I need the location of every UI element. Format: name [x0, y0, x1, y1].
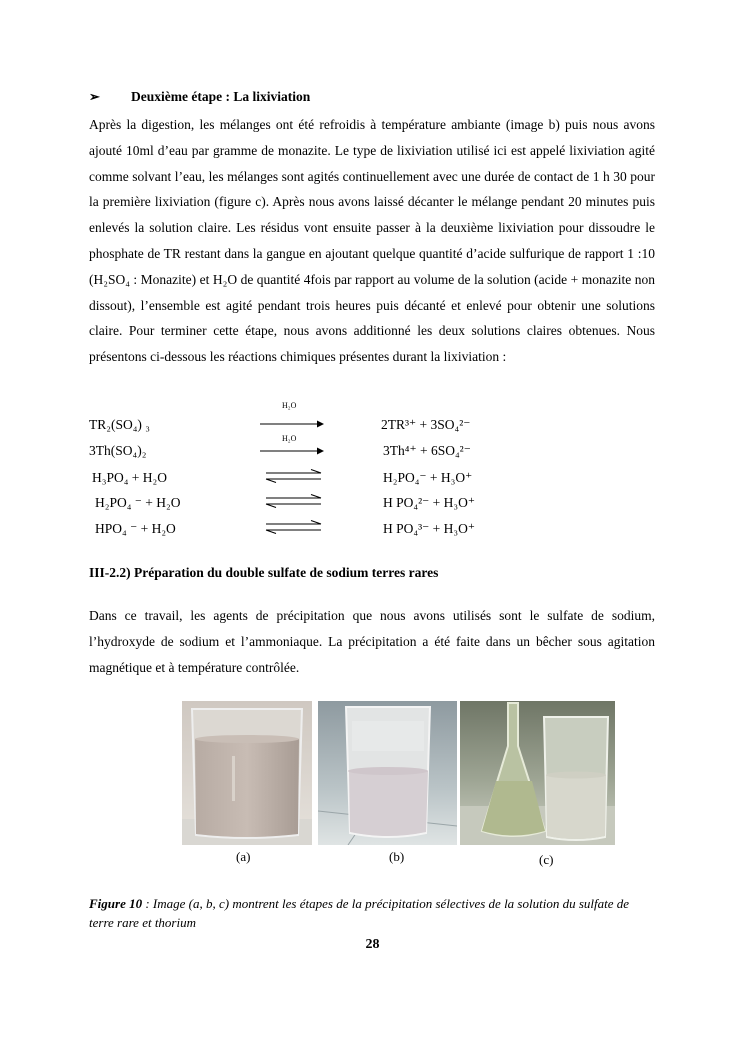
bullet-arrow-icon: ➢ — [89, 89, 100, 104]
section-title: III-2.2) Préparation du double sulfate de sodium terres rares — [89, 565, 439, 580]
precipitation-text: Dans ce travail, les agents de précipitation que nous avons utilisés sont le sulfate de sodium, l’hydroxyde de sodium et l’ammoniaque. La précipitation a été faite dans un bêcher sous agitation magnétique et à température contrôlée. — [89, 608, 655, 675]
lixiviation-paragraph — [89, 112, 655, 370]
reaction-5-left: HPO₄ ⁻ + H₂O — [95, 521, 176, 536]
arrow-label-h2o: H₂O — [282, 401, 297, 410]
figure-caption — [89, 894, 655, 932]
reaction-4-left: H₂PO₄ ⁻ + H₂O — [95, 495, 181, 510]
reaction-2-left: 3Th(SO₄)₂ — [89, 443, 147, 458]
figure-caption-label: Figure 10 — [89, 896, 143, 911]
reaction-2-right: 3Th⁴⁺ + 6SO₄²⁻ — [383, 443, 471, 458]
photo-label-a: (a) — [236, 849, 251, 864]
photo-a-beaker — [182, 701, 312, 845]
equilibrium-arrow-icon — [265, 494, 323, 508]
step-heading — [89, 89, 310, 105]
reaction-arrow-icon — [259, 419, 325, 429]
reaction-1-right: 2TR³⁺ + 3SO₄²⁻ — [381, 417, 471, 432]
page-number: 28 — [365, 937, 380, 952]
photo-b-beaker — [318, 701, 457, 845]
step-heading-text: Deuxième étape : La lixiviation — [131, 89, 311, 104]
figure-caption-text: : Image (a, b, c) montrent les étapes de la précipitation sélectives de la solution du sulfate de terre rare et thorium — [89, 896, 630, 930]
reaction-3-left: H₃PO₄ + H₂O — [92, 470, 167, 485]
arrow-label-h2o: H₂O — [282, 434, 297, 443]
reaction-1-left: TR₂(SO₄) ₃ — [89, 417, 150, 432]
reaction-4-right: H PO₄²⁻ + H₃O⁺ — [383, 495, 475, 510]
photo-c-flask-and-beaker — [460, 701, 615, 845]
lixiviation-text: Après la digestion, les mélanges ont été refroidis à température ambiante (image b) puis nous avons ajouté 10ml d’eau par gramme de monazite. Le type de lixiviation utilisé ici est appelé lixiviation agité comme solvant l’eau, les mélanges sont agités continuellement avec une durée de contact de 1 h 30 pour la première lixiviation (figure c). Après nous avons laissé décanter le mélange pendant 20 minutes puis enlevés la solution claire. Les résidus vont ensuite passer à la deuxième lixiviation pour dissoudre le phosphate de TR restant dans la gangue en ajoutant quelque quantité d’acide sulfurique de rapport 1 :10 (H₂SO₄ : Monazite) et H₂O de quantité 4fois par rapport au volume de la solution (acide + monazite non dissout), l’ensemble est agité pendant trois heures puis décanté et enlevé pour obtenir une solutions claire. Pour terminer cette étape, nous avons additionné les deux solutions claires obtenues. Nous présentons ci-dessous les réactions chimiques présentes durant la lixiviation : — [89, 117, 655, 365]
photo-label-c: (c) — [539, 852, 554, 867]
reaction-arrow-icon — [259, 446, 325, 456]
equilibrium-arrow-icon — [265, 469, 323, 483]
equilibrium-arrow-icon — [265, 520, 323, 534]
reaction-5-right: H PO₄³⁻ + H₃O⁺ — [383, 521, 475, 536]
photo-label-b: (b) — [389, 849, 405, 864]
reaction-3-right: H₂PO₄⁻ + H₃O⁺ — [383, 470, 473, 485]
precipitation-paragraph — [89, 603, 655, 680]
